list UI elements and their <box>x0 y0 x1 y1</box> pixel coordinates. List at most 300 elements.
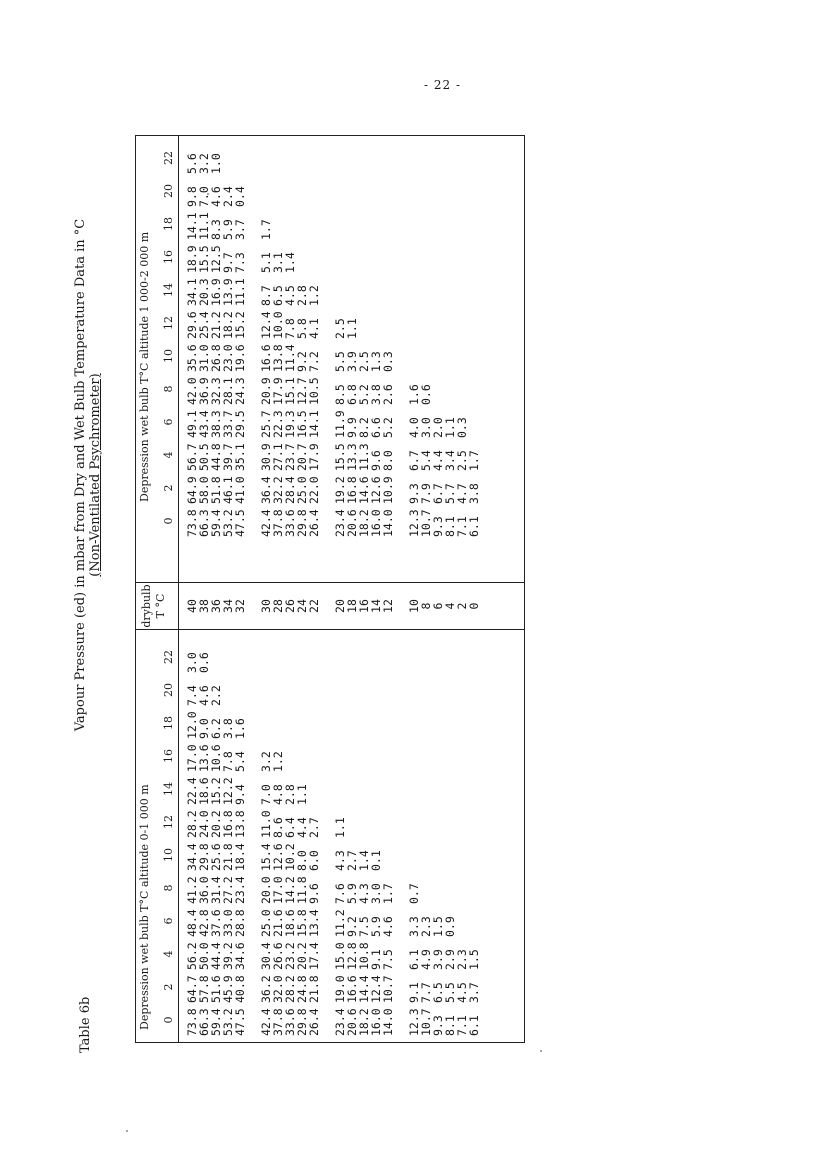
table-cell: 42.4 <box>259 509 273 537</box>
table-cell <box>432 186 444 207</box>
table-cell: 12.7 <box>295 377 309 405</box>
table-cell <box>432 278 444 306</box>
table-cell: 28.8 <box>233 909 247 937</box>
table-cell: 8.5 <box>333 384 347 405</box>
table-cell: 20.2 <box>209 810 223 838</box>
table-cell: 4.7 <box>455 483 469 504</box>
table-cell: 4.6 <box>381 916 395 937</box>
table-cell <box>468 711 480 739</box>
table-cell: 7.6 <box>333 883 347 904</box>
table-cell <box>432 843 444 871</box>
table-cell: 25.0 <box>259 909 273 937</box>
table-cell: 23.4 <box>333 509 347 537</box>
table-cell <box>468 876 480 904</box>
table-cell: 15.5 <box>197 245 211 273</box>
table-cell: 66.3 <box>197 1008 211 1036</box>
left-subcol-header: 6 <box>162 917 175 925</box>
table-cell: 33.6 <box>283 509 297 537</box>
table-cell: 31.4 <box>209 876 223 904</box>
table-cell: 3.7 <box>233 219 247 240</box>
table-cell: 3.7 <box>467 982 481 1003</box>
table-cell: 64.9 <box>185 476 199 504</box>
table-cell: 51.6 <box>209 975 223 1003</box>
table-cell: 14.1 <box>307 410 321 438</box>
table-cell: 18.9 <box>185 245 199 273</box>
table-cell: 15.5 <box>333 443 347 471</box>
table-cell <box>370 777 382 805</box>
table-cell <box>370 186 382 207</box>
table-cell: 2.8 <box>295 285 309 306</box>
table-cell: 15.0 <box>333 942 347 970</box>
table-cell <box>408 212 420 240</box>
table-cell <box>272 212 284 240</box>
table-cell: 12.3 <box>407 509 421 537</box>
table-cell: 1.1 <box>333 817 347 838</box>
table-cell: 4.6 <box>197 685 211 706</box>
table-cell: 35.1 <box>233 443 247 471</box>
table-cell <box>370 744 382 772</box>
table-cell <box>432 212 444 240</box>
table-cell: 9.3 <box>407 483 421 504</box>
table-cell <box>358 777 370 805</box>
table-cell: 42.8 <box>197 909 211 937</box>
right-data-column <box>186 443 480 471</box>
table-cell <box>420 652 432 673</box>
table-cell <box>370 810 382 838</box>
table-cell: 18.2 <box>357 1008 371 1036</box>
table-cell: 21.8 <box>307 975 321 1003</box>
table-cell <box>420 843 432 871</box>
table-cell: 8.2 <box>357 417 371 438</box>
table-cell <box>308 212 320 240</box>
table-cell: 3.8 <box>369 384 383 405</box>
table-cell <box>408 153 420 174</box>
table-cell: 11.9 <box>333 410 347 438</box>
table-cell: 1.7 <box>381 883 395 904</box>
table-cell <box>408 843 420 871</box>
table-cell: 66.3 <box>197 509 211 537</box>
left-data-column <box>186 1008 480 1036</box>
table-cell: 73.8 <box>185 1008 199 1036</box>
table-cell <box>444 777 456 805</box>
table-cell: 41.2 <box>185 876 199 904</box>
table-cell: 9.0 <box>197 718 211 739</box>
table-cell <box>408 810 420 838</box>
table-cell: 8.0 <box>295 850 309 871</box>
table-cell <box>234 652 246 673</box>
table-cell <box>308 245 320 273</box>
drybulb-header <box>140 584 168 628</box>
table-cell <box>222 652 234 673</box>
table-cell: 29.5 <box>233 410 247 438</box>
left-data-column <box>186 843 480 871</box>
table-cell <box>296 212 308 240</box>
table-cell: 10.7 <box>419 509 433 537</box>
table-cell <box>296 186 308 207</box>
left-subcol-header: 12 <box>162 815 175 829</box>
column-divider-right <box>136 582 524 583</box>
table-cell: 7.0 <box>197 186 211 207</box>
table-cell <box>468 245 480 273</box>
table-cell <box>408 685 420 706</box>
table-cell <box>346 278 358 306</box>
table-cell: 2.5 <box>357 351 371 372</box>
table-cell: 4.5 <box>283 285 297 306</box>
table-cell: 25.4 <box>197 311 211 339</box>
table-cell: 2.2 <box>209 685 223 706</box>
table-cell: 64.7 <box>185 975 199 1003</box>
table-cell: 56.2 <box>185 942 199 970</box>
table-cell: 11.2 <box>333 909 347 937</box>
right-data-column <box>186 476 480 504</box>
table-cell <box>444 711 456 739</box>
table-cell: 3.8 <box>221 718 235 739</box>
table-cell <box>420 810 432 838</box>
table-cell: 8.0 <box>381 450 395 471</box>
table-cell: 1.3 <box>369 351 383 372</box>
table-cell <box>432 711 444 739</box>
table-cell: 3.3 <box>407 916 421 937</box>
table-cell <box>468 153 480 174</box>
left-data-column <box>186 652 480 673</box>
table-cell <box>222 153 234 174</box>
table-cell <box>432 876 444 904</box>
table-cell <box>420 186 432 207</box>
table-cell: 3.4 <box>443 450 457 471</box>
left-subcol-header: 0 <box>162 1016 175 1024</box>
table-cell: 20.6 <box>345 509 359 537</box>
table-cell: 32.3 <box>209 377 223 405</box>
table-cell <box>346 711 358 739</box>
table-cell <box>358 186 370 207</box>
table-cell <box>308 652 320 673</box>
table-cell: 2.8 <box>283 784 297 805</box>
table-cell: 16.8 <box>221 810 235 838</box>
table-cell <box>408 744 420 772</box>
table-cell: 6.5 <box>431 982 445 1003</box>
table-cell: 6.1 <box>467 1015 481 1036</box>
table-cell: 5.4 <box>233 751 247 772</box>
table-cell <box>284 744 296 772</box>
table-cell: 24.8 <box>295 975 309 1003</box>
table-cell: 11.8 <box>295 876 309 904</box>
table-cell: 3.2 <box>197 153 211 174</box>
table-cell: 13.8 <box>233 810 247 838</box>
table-cell: 1.2 <box>271 751 285 772</box>
drybulb-cell: 38 <box>197 599 211 613</box>
table-cell <box>284 652 296 673</box>
table-cell: 14.4 <box>357 975 371 1003</box>
table-cell: 2.0 <box>431 417 445 438</box>
table-cell: 9.3 <box>431 516 445 537</box>
table-cell: 10.0 <box>271 311 285 339</box>
drybulb-cell: 16 <box>357 599 371 613</box>
table-cell <box>444 278 456 306</box>
drybulb-cell: 40 <box>185 599 199 613</box>
table-cell: 14.2 <box>283 876 297 904</box>
table-cell <box>456 245 468 273</box>
table-cell: 59.4 <box>209 1008 223 1036</box>
scan-speck <box>126 1130 128 1132</box>
right-header <box>138 232 151 502</box>
table-cell: 9.2 <box>295 351 309 372</box>
left-data-column <box>186 942 480 970</box>
table-cell <box>456 377 468 405</box>
table-title <box>73 125 103 825</box>
table-cell: 24.0 <box>197 810 211 838</box>
table-cell: 39.2 <box>221 942 235 970</box>
table-cell: 12.3 <box>407 1008 421 1036</box>
table-cell: 4.4 <box>431 450 445 471</box>
table-cell: 34.6 <box>233 942 247 970</box>
table-cell: 2.7 <box>345 850 359 871</box>
drybulb-cell: 22 <box>307 599 321 613</box>
table-cell: 34.4 <box>185 843 199 871</box>
table-cell <box>432 311 444 339</box>
table-cell: 12.6 <box>271 843 285 871</box>
table-cell: 13.3 <box>345 443 359 471</box>
table-cell: 14.0 <box>381 1008 395 1036</box>
table-cell <box>382 186 394 207</box>
table-cell <box>370 153 382 174</box>
table-cell <box>444 344 456 372</box>
table-cell: 25.0 <box>295 476 309 504</box>
table-cell <box>456 311 468 339</box>
table-cell <box>334 153 346 174</box>
table-cell <box>432 245 444 273</box>
table-cell: 20.3 <box>197 278 211 306</box>
left-subcol-header: 22 <box>162 650 175 664</box>
table-cell: 21.2 <box>209 311 223 339</box>
table-cell: 58.0 <box>197 476 211 504</box>
table-cell: 7.5 <box>357 916 371 937</box>
table-cell: 11.0 <box>259 810 273 838</box>
table-cell: 46.1 <box>221 476 235 504</box>
table-cell: 17.9 <box>271 377 285 405</box>
table-cell: 7.9 <box>419 483 433 504</box>
table-cell: 29.8 <box>295 509 309 537</box>
table-cell: 15.8 <box>295 909 309 937</box>
table-cell: 6.6 <box>369 417 383 438</box>
table-cell: 0.1 <box>369 850 383 871</box>
table-cell: 9.8 <box>185 186 199 207</box>
table-cell: 6.7 <box>407 450 421 471</box>
table-cell: 9.7 <box>221 252 235 273</box>
table-cell: 35.6 <box>185 344 199 372</box>
table-cell: 0.6 <box>197 652 211 673</box>
table-cell: 36.2 <box>259 975 273 1003</box>
table-cell: 5.5 <box>333 351 347 372</box>
table-cell <box>382 652 394 673</box>
table-cell: 2.5 <box>455 450 469 471</box>
table-cell: 9.1 <box>407 982 421 1003</box>
table-cell <box>358 245 370 273</box>
table-cell <box>382 311 394 339</box>
table-cell: 5.8 <box>295 318 309 339</box>
table-cell <box>260 153 272 174</box>
table-cell <box>444 744 456 772</box>
right-subcol-header: 8 <box>162 385 175 393</box>
table-cell <box>408 711 420 739</box>
right-subcol-header: 18 <box>162 217 175 231</box>
table-cell <box>346 652 358 673</box>
table-cell <box>358 278 370 306</box>
table-cell: 14.1 <box>185 212 199 240</box>
table-cell: 23.7 <box>283 443 297 471</box>
table-cell <box>456 685 468 706</box>
table-cell: 7.1 <box>455 516 469 537</box>
table-cell: 17.0 <box>271 876 285 904</box>
table-cell: 4.9 <box>419 949 433 970</box>
table-cell: 36.4 <box>259 476 273 504</box>
table-cell <box>284 711 296 739</box>
table-cell <box>358 810 370 838</box>
table-cell <box>346 212 358 240</box>
table-cell <box>370 212 382 240</box>
table-cell <box>456 744 468 772</box>
table-cell: 21.6 <box>271 909 285 937</box>
page-number: - 22 - <box>424 78 462 92</box>
table-cell: 5.6 <box>185 153 199 174</box>
left-subcol-header: 4 <box>162 950 175 958</box>
drybulb-cell: 24 <box>295 599 309 613</box>
table-cell <box>444 685 456 706</box>
table-cell: 5.7 <box>443 483 457 504</box>
table-cell: 32.2 <box>271 476 285 504</box>
table-cell <box>296 744 308 772</box>
table-cell: 18.2 <box>357 509 371 537</box>
table-cell: 16.5 <box>295 410 309 438</box>
table-cell: 22.0 <box>307 476 321 504</box>
table-cell: 6.8 <box>345 384 359 405</box>
table-cell <box>334 186 346 207</box>
table-cell <box>346 810 358 838</box>
table-cell: 16.0 <box>369 1008 383 1036</box>
table-cell: 40.8 <box>233 975 247 1003</box>
table-cell: 53.2 <box>221 509 235 537</box>
right-subcol-header: 16 <box>162 250 175 264</box>
column-divider-left <box>136 629 524 630</box>
table-cell <box>408 278 420 306</box>
table-cell: 4.3 <box>357 883 371 904</box>
table-cell: 5.2 <box>357 384 371 405</box>
table-cell: 29.6 <box>185 311 199 339</box>
left-data-column <box>186 711 480 739</box>
table-cell <box>432 153 444 174</box>
table-cell <box>468 410 480 438</box>
left-subcol-header: 8 <box>162 884 175 892</box>
table-cell: 50.5 <box>197 443 211 471</box>
table-cell: 42.4 <box>259 1008 273 1036</box>
drybulb-cell: 4 <box>443 602 457 610</box>
left-subcol-header: 16 <box>162 749 175 763</box>
left-header <box>138 784 151 1030</box>
table-cell: 2.4 <box>221 186 235 207</box>
table-cell: 0.7 <box>407 883 421 904</box>
table-cell: 22.4 <box>185 777 199 805</box>
right-subcol-header: 20 <box>162 184 175 198</box>
table-cell: 22.3 <box>271 410 285 438</box>
table-cell: 38.3 <box>209 410 223 438</box>
table-cell <box>358 153 370 174</box>
header-rule <box>178 136 179 1042</box>
table-cell <box>284 153 296 174</box>
table-cell: 7.0 <box>259 784 273 805</box>
right-data-column <box>186 245 480 273</box>
table-cell: 44.4 <box>209 942 223 970</box>
table-cell <box>456 843 468 871</box>
right-data-column <box>186 509 480 537</box>
table-cell: 56.7 <box>185 443 199 471</box>
table-label: Table 6b <box>78 996 93 1053</box>
table-cell: 37.8 <box>271 1008 285 1036</box>
table-cell: 0.3 <box>455 417 469 438</box>
table-cell: 30.9 <box>259 443 273 471</box>
table-cell: 1.7 <box>259 219 273 240</box>
table-cell <box>468 311 480 339</box>
table-cell <box>408 344 420 372</box>
table-cell: 6.7 <box>431 483 445 504</box>
table-cell <box>408 186 420 207</box>
table-cell: 15.2 <box>209 777 223 805</box>
table-cell <box>468 344 480 372</box>
table-cell: 7.8 <box>283 318 297 339</box>
left-data-column <box>186 876 480 904</box>
table-cell: 12.5 <box>209 245 223 273</box>
drybulb-cell: 14 <box>369 599 383 613</box>
table-cell <box>272 186 284 207</box>
table-cell: 10.5 <box>307 377 321 405</box>
table-cell <box>284 685 296 706</box>
table-cell: 4.4 <box>295 817 309 838</box>
table-cell: 13.8 <box>271 344 285 372</box>
table-cell: 4.3 <box>333 850 347 871</box>
table-cell: 16.8 <box>345 476 359 504</box>
table-cell <box>272 652 284 673</box>
table-cell: 5.1 <box>259 252 273 273</box>
table-cell: 8.3 <box>209 219 223 240</box>
table-cell <box>358 744 370 772</box>
table-cell: 57.8 <box>197 975 211 1003</box>
right-data-column <box>186 311 480 339</box>
table-cell: 17.4 <box>307 942 321 970</box>
table-cell <box>308 777 320 805</box>
table-cell: 51.8 <box>209 476 223 504</box>
table-cell: 9.1 <box>369 949 383 970</box>
drybulb-cell: 32 <box>233 599 247 613</box>
table-cell: 26.4 <box>307 1008 321 1036</box>
table-cell: 11.3 <box>357 443 371 471</box>
table-cell: 32.0 <box>271 975 285 1003</box>
table-cell <box>432 744 444 772</box>
table-cell <box>420 711 432 739</box>
table-cell: 37.6 <box>209 909 223 937</box>
table-cell <box>358 711 370 739</box>
table-cell: 1.4 <box>357 850 371 871</box>
table-cell: 17.9 <box>307 443 321 471</box>
psychrometer-table <box>135 135 525 1043</box>
left-subcol-header: 2 <box>162 983 175 991</box>
table-cell: 25.6 <box>209 843 223 871</box>
table-cell: 7.2 <box>307 351 321 372</box>
table-cell: 10.7 <box>419 1008 433 1036</box>
table-cell: 28.1 <box>221 377 235 405</box>
table-cell: 0.9 <box>443 916 457 937</box>
table-cell: 8.6 <box>271 817 285 838</box>
table-cell: 33.7 <box>221 410 235 438</box>
left-temp-header: T°C <box>138 890 151 912</box>
table-cell <box>408 652 420 673</box>
